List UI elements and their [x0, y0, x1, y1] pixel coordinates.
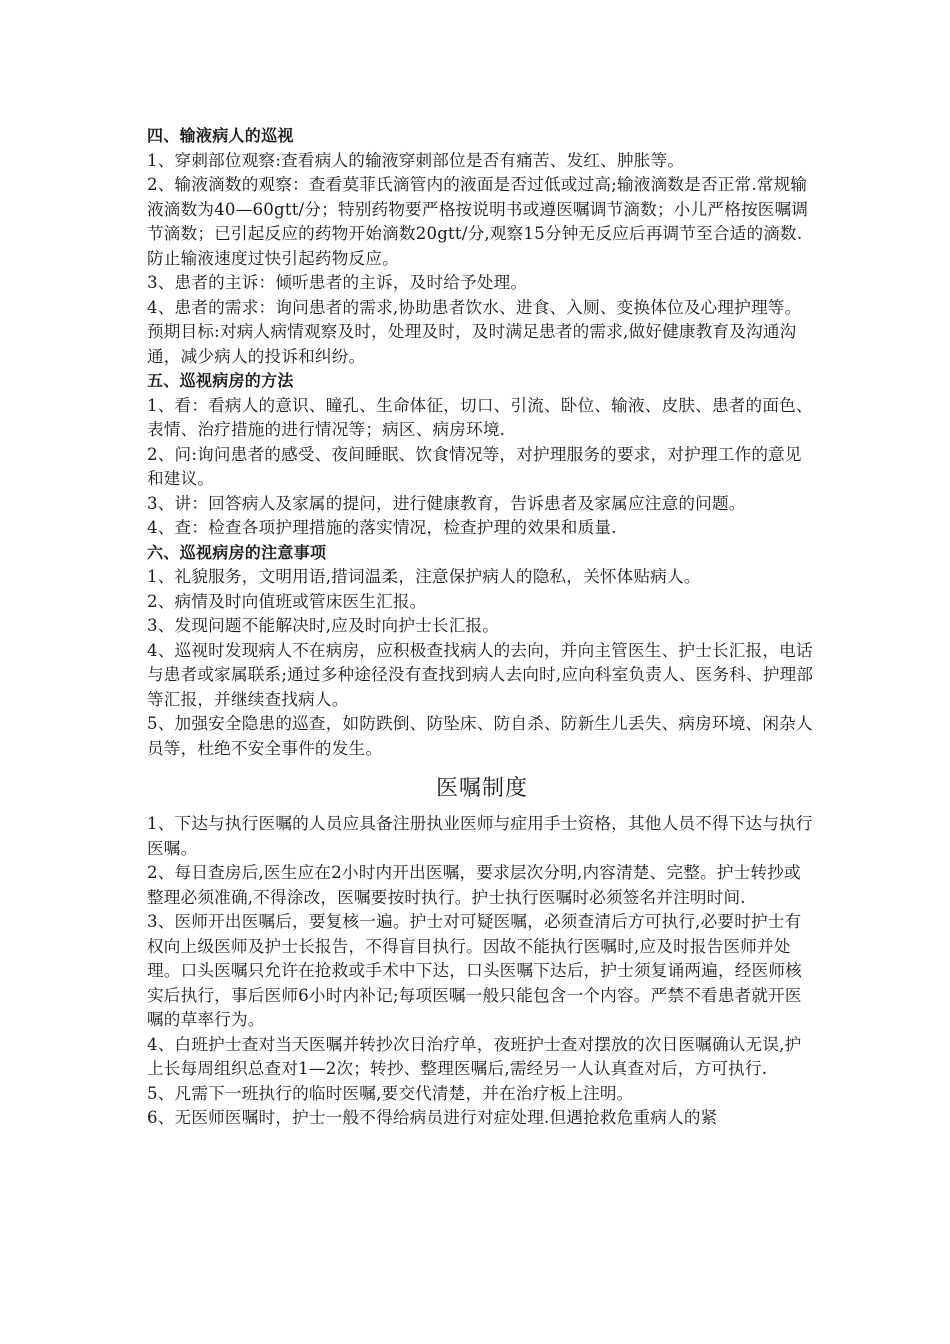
- paragraph: 5、凡需下一班执行的临时医嘱,要交代清楚，并在治疗板上注明。: [147, 1083, 634, 1103]
- document-title: 医嘱制度: [435, 776, 528, 801]
- section-heading-4: 四、输液病人的巡视: [147, 126, 294, 145]
- paragraph: 2、输液滴数的观察：查看莫菲氏滴管内的液面是否过低或过高;输液滴数是否正常.常规输液滴数为40—60gtt/分；特别药物要严格按说明书或遵医嘱调节滴数；小儿严格按医嘱调节滴数；已引起反应的药物开始滴数20gtt/分,观察15分钟无反应后再调节至合适的滴数.防止输液速度过快引起药物反应。: [147, 175, 809, 268]
- paragraph: 3、患者的主诉：倾听患者的主诉，及时给予处理。: [147, 273, 528, 292]
- paragraph: 3、讲：回答病人及家属的提问，进行健康教育，告诉患者及家属应注意的问题。: [147, 493, 746, 513]
- paragraph: 4、巡视时发现病人不在病房，应积极查找病人的去向，并向主管医生、护士长汇报，电话与患者或家属联系;通过多种途径没有查找到病人去向时,应向科室负责人、医务科、护理部等汇报，并继续查找病人。: [147, 640, 814, 709]
- section-heading-5: 五、巡视病房的方法: [147, 371, 294, 390]
- paragraph: 2、每日查房后,医生应在2小时内开出医嘱，要求层次分明,内容清楚、完整。护士转抄或整理必须准确,不得涂改，医嘱要按时执行。护士执行医嘱时必须签名并注明时间.: [147, 863, 801, 907]
- paragraph: 4、白班护士查对当天医嘱并转抄次日治疗单，夜班护士查对摆放的次日医嘱确认无误,护上长每周组织总查对1—2次；转抄、整理医嘱后,需经另一人认真查对后，方可执行.: [147, 1034, 802, 1078]
- paragraph: 预期目标:对病人病情观察及时，处理及时，及时满足患者的需求,做好健康教育及沟通沟通，减少病人的投诉和纠纷。: [147, 322, 797, 366]
- paragraph: 6、无医师医嘱时，护士一般不得给病员进行对症处理.但遇抢救危重病人的紧: [147, 1108, 718, 1127]
- paragraph: 2、病情及时向值班或管床医生汇报。: [147, 591, 427, 611]
- paragraph: 2、问:询问患者的感受、夜间睡眠、饮食情况等，对护理服务的要求，对护理工作的意见和建议。: [147, 444, 802, 488]
- paragraph: 4、查：检查各项护理措施的落实情况，检查护理的效果和质量.: [147, 518, 617, 537]
- paragraph: 4、患者的需求：询问患者的需求,协助患者饮水、进食、入厕、变换体位及心理护理等。: [147, 297, 802, 317]
- document-body: [147, 124, 817, 1131]
- paragraph: 3、发现问题不能解决时,应及时向护士长汇报。: [147, 616, 500, 635]
- paragraph: 1、穿刺部位观察:查看病人的输液穿刺部位是否有痛苦、发红、肿胀等。: [147, 150, 685, 170]
- paragraph: 5、加强安全隐患的巡查，如防跌倒、防坠床、防自杀、防新生儿丢失、病房环境、闲杂人员等，杜绝不安全事件的发生。: [147, 714, 813, 758]
- paragraph: 3、医师开出医嘱后，要复核一遍。护士对可疑医嘱，必须查清后方可执行,必要时护士有权向上级医师及护士长报告，不得盲目执行。因故不能执行医嘱时,应及时报告医师并处理。口头医嘱只允许在抢救或手术中下达，口头医嘱下达后，护士须复诵两遍，经医师核实后执行，事后医师6小时内补记;每项医嘱一般只能包含一个内容。严禁不看患者就开医嘱的草率行为。: [147, 912, 802, 1029]
- section-heading-6: 六、巡视病房的注意事项: [147, 542, 327, 562]
- paragraph: 1、礼貌服务，文明用语,措词温柔，注意保护病人的隐私，关怀体贴病人。: [147, 567, 701, 586]
- paragraph: 1、下达与执行医嘱的人员应具备注册执业医师与症用手士资格，其他人员不得下达与执行医嘱。: [147, 814, 813, 858]
- paragraph: 1、看：看病人的意识、瞳孔、生命体征，切口、引流、卧位、输液、皮肤、患者的面色、表情、治疗措施的进行情况等；病区、病房环境.: [147, 395, 813, 439]
